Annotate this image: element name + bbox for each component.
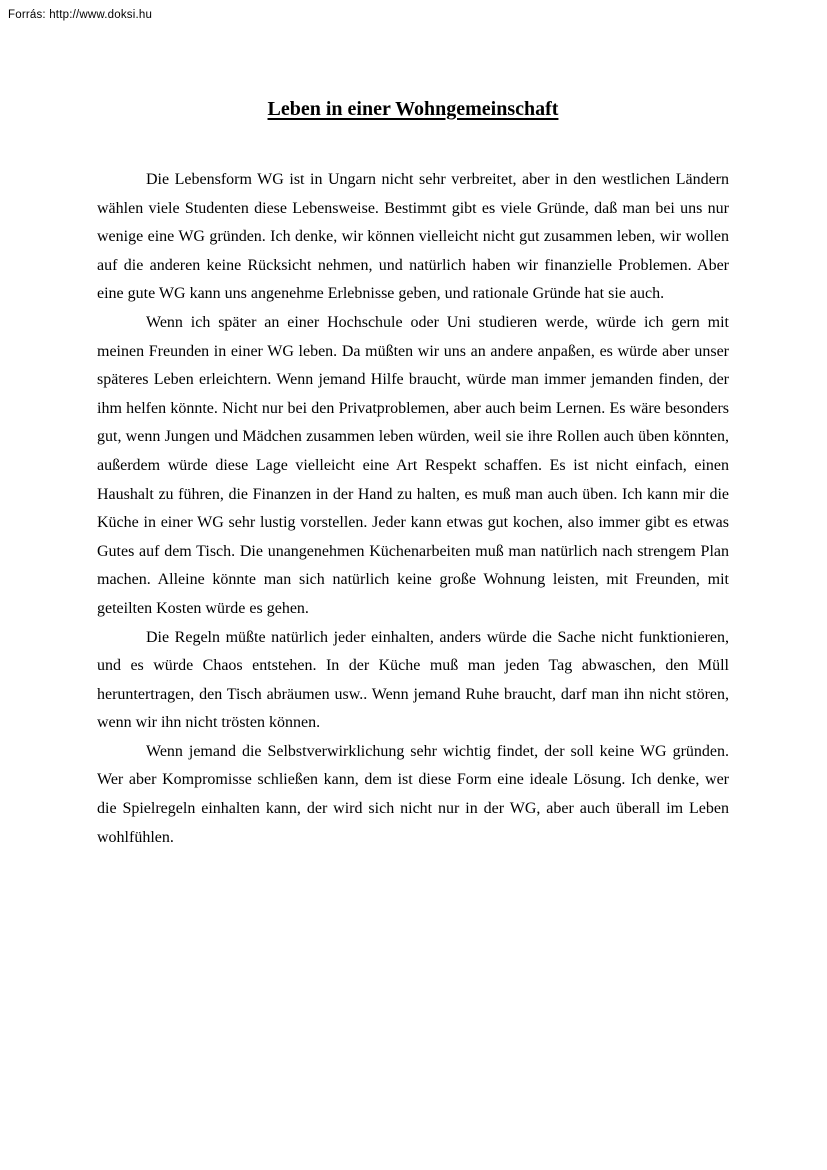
paragraph-1: Die Lebensform WG ist in Ungarn nicht sehr verbreitet, aber in den westlichen Ländern wählen viele Studenten diese Lebensweise. Bestimmt gibt es viele Gründe, daß man bei uns nur wenige eine WG gründen. Ich denke, wir können vielleicht nicht gut zusammen leben, wir wollen auf die anderen keine Rücksicht nehmen, und natürlich haben wir finanzielle Problemen. Aber eine gute WG kann uns angenehme Erlebnisse geben, und rationale Gründe hat sie auch. [97, 171, 729, 303]
paragraph-4: Wenn jemand die Selbstverwirklichung sehr wichtig findet, der soll keine WG gründen. Wer aber Kompromisse schließen kann, dem ist diese Form eine ideale Lösung. Ich denke, wer die Spielregeln einhalten kann, der wird sich nicht nur in der WG, aber auch überall im Leben wohlfühlen. [97, 742, 729, 846]
paragraph-3: Die Regeln müßte natürlich jeder einhalten, anders würde die Sache nicht funktionieren, und es würde Chaos entstehen. In der Küche muß man jeden Tag abwaschen, den Müll heruntertragen, den Tisch abräumen usw.. Wenn jemand Ruhe braucht, darf man ihn nicht stören, wenn wir ihn nicht trösten können. [97, 628, 729, 732]
paragraph-2: Wenn ich später an einer Hochschule oder Uni studieren werde, würde ich gern mit meinen Freunden in einer WG leben. Da müßten wir uns an andere anpaßen, es würde aber unser späteres Leben erleichtern. Wenn jemand Hilfe braucht, würde man immer jemanden finden, der ihm helfen könnte. Nicht nur bei den Privatproblemen, aber auch beim Lernen. Es wäre besonders gut, wenn Jungen und Mädchen zusammen leben würden, weil sie ihre Rollen auch üben könnten, außerdem würde diese Lage vielleicht eine Art Respekt schaffen. Es ist nicht einfach, einen Haushalt zu führen, die Finanzen in der Hand zu halten, es muß man auch üben. Ich kann mir die Küche in einer WG sehr lustig vorstellen. Jeder kann etwas gut kochen, also immer gibt es etwas Gutes auf dem Tisch. Die unangenehmen Küchenarbeiten muß man natürlich nach strengem Plan machen. Alleine könnte man sich natürlich keine große Wohnung leisten, mit Freunden, mit geteilten Kosten würde es gehen. [97, 313, 729, 617]
document-content [97, 96, 729, 852]
document-title: Leben in einer Wohngemeinschaft [267, 98, 559, 120]
source-line: Forrás: http://www.doksi.hu [8, 9, 153, 21]
